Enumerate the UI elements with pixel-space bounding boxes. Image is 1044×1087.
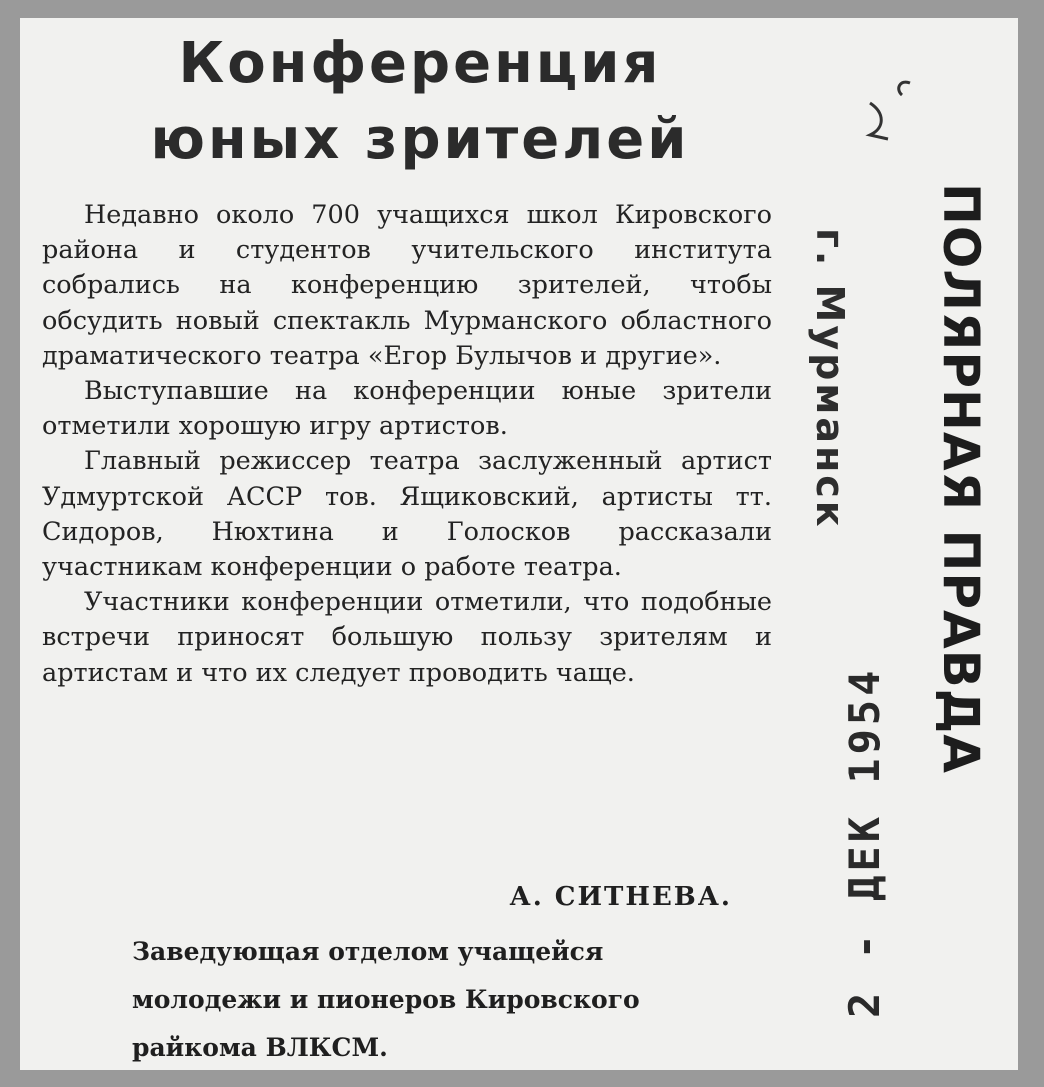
author-title-line-1: Заведующая отделом учащейся	[132, 937, 604, 966]
author-name: А. СИТНЕВА.	[509, 882, 732, 912]
article-body	[42, 198, 772, 691]
paragraph-1: Недавно около 700 учащихся школ Кировского района и студентов учительского института собрались на конференцию зрителей, чтобы обсудить новый спектакль Мурманского областного драматического театра «Егор Булычов и другие».	[42, 200, 772, 371]
stamp-date: 2 - ДЕК 1954	[840, 666, 889, 1018]
stamp-newspaper-name: ПОЛЯРНАЯ ПРАВДА	[932, 183, 990, 775]
paragraph-3: Главный режиссер театра заслуженный артист Удмуртской АССР тов. Ящиковский, артисты тт. Сидоров, Нюхтина и Голосков рассказали участникам конференции о работе театра.	[42, 446, 772, 583]
pen-mark-icon	[840, 73, 940, 153]
author-title-line-2: молодежи и пионеров Кировского	[132, 985, 640, 1014]
headline-line-1: Конференция	[178, 31, 662, 96]
author-title	[132, 928, 744, 1070]
paragraph-2: Выступавшие на конференции юные зрители отметили хорошую игру артистов.	[42, 376, 772, 442]
author-title-line-3: райкома ВЛКСМ.	[132, 1033, 388, 1062]
stamp-city: г. Мурманск	[808, 228, 852, 530]
paragraph-4: Участники конференции отметили, что подобные встречи приносят большую пользу зрителям и артистам и что их следует проводить чаще.	[42, 587, 772, 688]
headline-line-2: юных зрителей	[150, 107, 690, 172]
newspaper-clipping	[20, 18, 1018, 1070]
